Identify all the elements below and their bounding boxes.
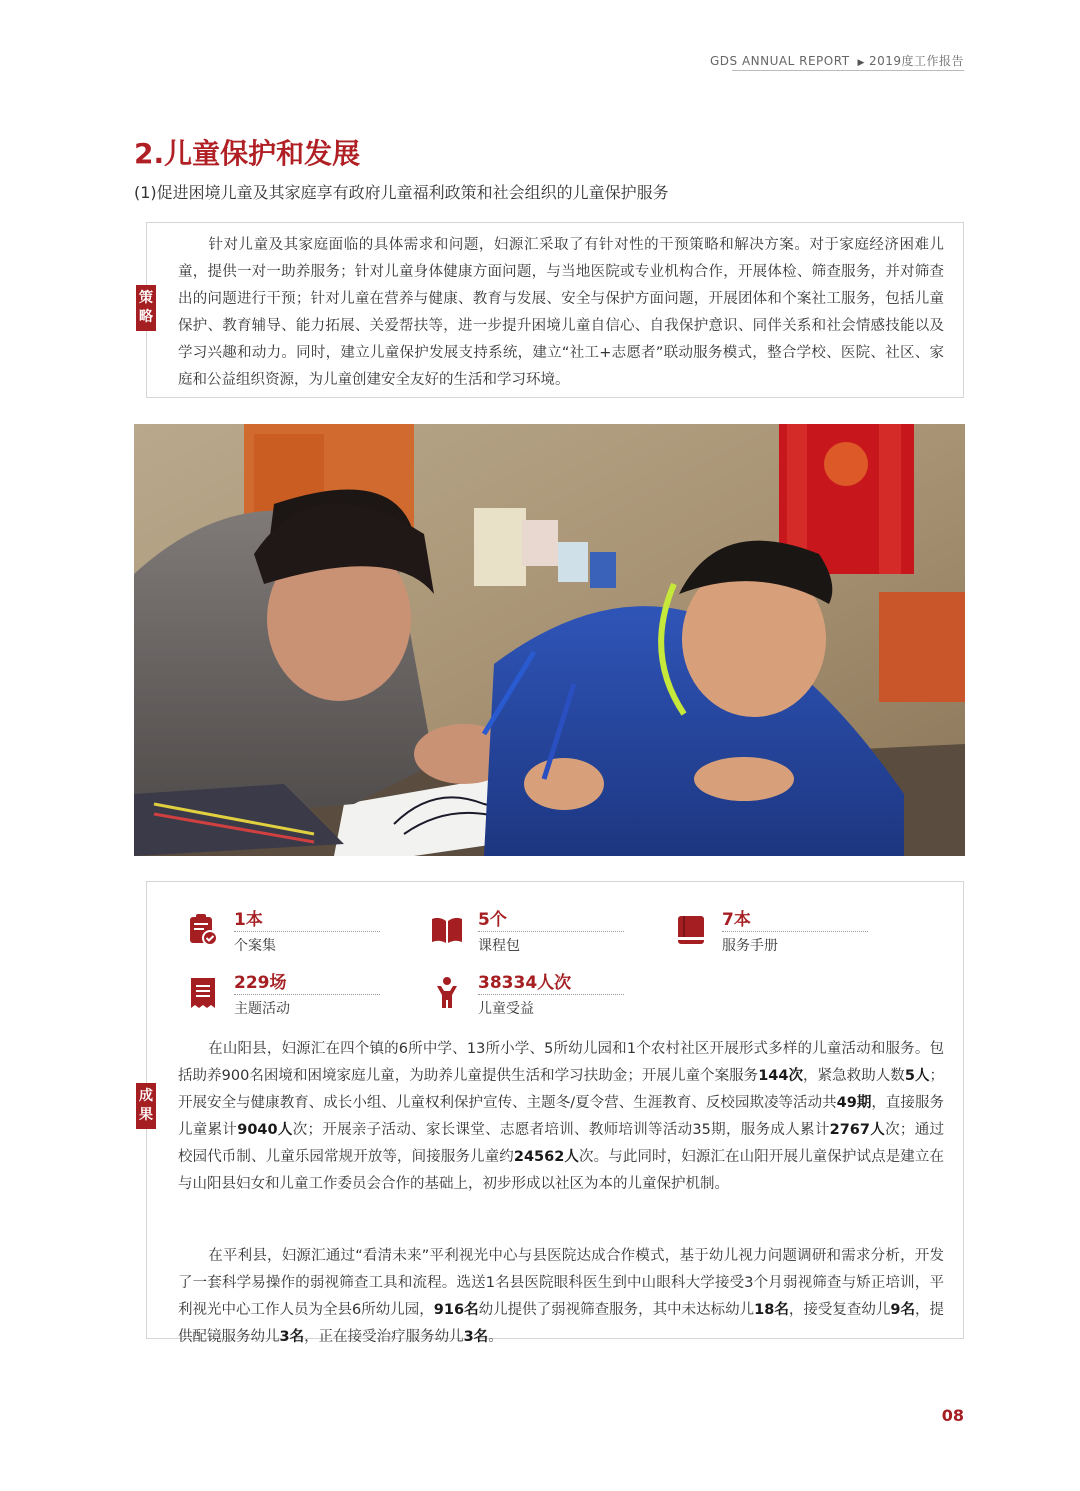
- text-run: 在山阳县，妇源汇在四个镇的6所中学、13所小学、5所幼儿园和1个农村社区开展形式多样的儿童活动和服务。包括助养900名困境和困境家庭儿童，为助养儿童提供生活和学习扶助金；开展儿童个案服务: [178, 1041, 944, 1084]
- section-title: 2.儿童保护和发展: [134, 137, 361, 170]
- text-run: 幼儿提供了弱视筛查服务，其中未达标幼儿: [478, 1302, 755, 1318]
- results-paragraph-pingli: [178, 1243, 944, 1351]
- stat-num: 38334人次: [478, 973, 572, 993]
- header-left: GDS ANNUAL REPORT: [710, 54, 850, 68]
- highlight-number: 5人: [904, 1068, 930, 1084]
- text-run: 次。与此同时，妇源汇在山阳开展儿童保护试点是建立在与山阳县妇女和儿童工作委员会合作的基础上，初步形成以社区为本的儿童保护机制。: [178, 1149, 945, 1192]
- text-run: ，正在接受治疗服务幼儿: [304, 1329, 464, 1345]
- stat-num: 5个: [478, 910, 507, 930]
- stat-theme-activities: [186, 968, 386, 1018]
- text-run: ；开展安全与健康教育、成长小组、儿童权利保护宣传、主题冬/夏令营、生涯教育、反校园欺凌等活动共: [178, 1068, 944, 1111]
- highlight-number: 2767人: [829, 1122, 886, 1138]
- highlight-number: 9040人: [237, 1122, 293, 1138]
- running-header: [710, 52, 964, 69]
- results-tag-text: 成果: [139, 1088, 153, 1123]
- book-icon: [674, 913, 708, 947]
- stat-num: 7本: [722, 910, 751, 930]
- text-run: 次；开展亲子活动、家长课堂、志愿者培训、教师培训等活动35期，服务成人累计: [292, 1122, 830, 1138]
- strategy-tag: [136, 285, 156, 331]
- clipboard-check-icon: [186, 913, 220, 947]
- dotted-rule: [722, 931, 868, 932]
- subsection-title: (1)促进困境儿童及其家庭享有政府儿童福利政策和社会组织的儿童保护服务: [134, 183, 669, 202]
- header-rule: [732, 70, 964, 71]
- strategy-tag-text: 策略: [139, 290, 153, 325]
- dotted-rule: [478, 931, 624, 932]
- text-run: 。: [488, 1329, 503, 1345]
- strategy-text: 针对儿童及其家庭面临的具体需求和问题，妇源汇采取了有针对性的干预策略和解决方案。对于家庭经济困难儿童，提供一对一助养服务；针对儿童身体健康方面问题，与当地医院或专业机构合作，开展体检、筛查服务，并对筛查出的问题进行干预；针对儿童在营养与健康、教育与发展、安全与保护方面问题，开展团体和个案社工服务，包括儿童保护、教育辅导、能力拓展、关爱帮扶等，进一步提升困境儿童自信心、自我保护意识、同伴关系和社会情感技能以及学习兴趣和动力。同时，建立儿童保护发展支持系统，建立“社工+志愿者”联动服务模式，整合学校、医院、社区、家庭和公益组织资源，为儿童创建安全友好的生活和学习环境。: [178, 237, 944, 388]
- dotted-rule: [478, 994, 624, 995]
- highlight-number: 9名: [890, 1302, 915, 1318]
- highlight-number: 3名: [463, 1329, 489, 1345]
- stat-num: 1本: [234, 910, 263, 930]
- highlight-number: 916名: [433, 1302, 479, 1318]
- dotted-rule: [234, 994, 380, 995]
- highlight-number: 3名: [279, 1329, 305, 1345]
- stat-course-packs: [430, 905, 630, 955]
- highlight-number: 18名: [754, 1302, 789, 1318]
- stat-label: 儿童受益: [478, 1001, 534, 1017]
- page-number: 08: [941, 1406, 964, 1425]
- stat-label: 个案集: [234, 938, 276, 954]
- text-run: ，接受复查幼儿: [788, 1302, 891, 1318]
- strategy-paragraph: [178, 232, 944, 394]
- photo-illustration: [134, 424, 965, 856]
- child-icon: [430, 976, 464, 1010]
- header-right: 2019度工作报告: [868, 54, 964, 68]
- highlight-number: 24562人: [513, 1149, 580, 1165]
- text-run: 次；通过校园代币制、儿童乐园常规开放等，间接服务儿童约: [178, 1122, 945, 1165]
- highlight-number: 144次: [758, 1068, 804, 1084]
- results-paragraph-shanyang: [178, 1036, 944, 1198]
- photo-volunteer-with-child: [134, 424, 965, 856]
- open-book-icon: [430, 913, 464, 947]
- stat-label: 课程包: [478, 938, 520, 954]
- stat-service-manuals: [674, 905, 874, 955]
- text-run: ，提供配镜服务幼儿: [178, 1302, 944, 1345]
- text-run: ，直接服务儿童累计: [178, 1095, 944, 1138]
- text-run: ，紧急救助人数: [803, 1068, 905, 1084]
- triangle-icon: ▶: [857, 58, 865, 68]
- stat-children-benefited: [430, 968, 630, 1018]
- results-tag: [136, 1083, 156, 1129]
- text-run: 在平利县，妇源汇通过“看清未来”平利视光中心与县医院达成合作模式，基于幼儿视力问题调研和需求分析，开发了一套科学易操作的弱视筛查工具和流程。选送1名县医院眼科医生到中山眼科大学接受3个月弱视筛查与矫正培训，平利视光中心工作人员为全县6所幼儿园，: [178, 1248, 944, 1318]
- stat-num: 229场: [234, 973, 287, 993]
- dotted-rule: [234, 931, 380, 932]
- document-list-icon: [186, 976, 220, 1010]
- highlight-number: 49期: [836, 1095, 872, 1111]
- stat-label: 主题活动: [234, 1001, 290, 1017]
- stat-label: 服务手册: [722, 938, 778, 954]
- stat-case-collection: [186, 905, 386, 955]
